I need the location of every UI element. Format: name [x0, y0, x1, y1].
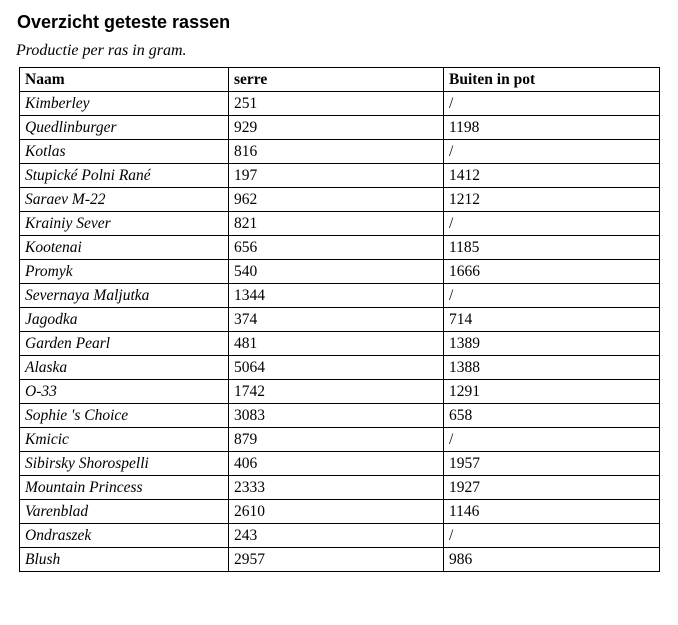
cell-buiten-in-pot: 1198 — [444, 116, 660, 140]
cell-buiten-in-pot: / — [444, 212, 660, 236]
cell-serre: 406 — [229, 452, 444, 476]
cell-naam: Sibirsky Shorospelli — [20, 452, 229, 476]
cell-buiten-in-pot: 1412 — [444, 164, 660, 188]
table-row — [20, 284, 660, 308]
cell-naam: Stupické Polni Rané — [20, 164, 229, 188]
cell-buiten-in-pot: 714 — [444, 308, 660, 332]
cell-naam: Kotlas — [20, 140, 229, 164]
cell-serre: 656 — [229, 236, 444, 260]
cell-serre: 5064 — [229, 356, 444, 380]
table-row — [20, 524, 660, 548]
cell-buiten-in-pot: 1146 — [444, 500, 660, 524]
cell-naam: Mountain Princess — [20, 476, 229, 500]
cell-serre: 1742 — [229, 380, 444, 404]
table-body — [20, 92, 660, 572]
cell-serre: 2333 — [229, 476, 444, 500]
cell-serre: 1344 — [229, 284, 444, 308]
cell-buiten-in-pot: 658 — [444, 404, 660, 428]
table-row — [20, 92, 660, 116]
cell-naam: Ondraszek — [20, 524, 229, 548]
page-title: Overzicht geteste rassen — [17, 12, 231, 32]
cell-naam: Quedlinburger — [20, 116, 229, 140]
cell-naam: Krainiy Sever — [20, 212, 229, 236]
cell-buiten-in-pot: / — [444, 140, 660, 164]
cell-naam: Promyk — [20, 260, 229, 284]
cell-serre: 374 — [229, 308, 444, 332]
table-row — [20, 116, 660, 140]
table-row — [20, 452, 660, 476]
cell-serre: 197 — [229, 164, 444, 188]
table-row — [20, 476, 660, 500]
cell-buiten-in-pot: 1957 — [444, 452, 660, 476]
cell-serre: 821 — [229, 212, 444, 236]
cell-buiten-in-pot: 986 — [444, 548, 660, 572]
cell-naam: Kimberley — [20, 92, 229, 116]
cell-naam: Severnaya Maljutka — [20, 284, 229, 308]
cell-naam: Kootenai — [20, 236, 229, 260]
cell-buiten-in-pot: 1666 — [444, 260, 660, 284]
cell-buiten-in-pot: / — [444, 92, 660, 116]
cell-serre: 540 — [229, 260, 444, 284]
cell-buiten-in-pot: 1212 — [444, 188, 660, 212]
page-subtitle: Productie per ras in gram. — [16, 42, 187, 59]
cell-buiten-in-pot: / — [444, 428, 660, 452]
cell-serre: 879 — [229, 428, 444, 452]
table-row — [20, 212, 660, 236]
cell-buiten-in-pot: 1388 — [444, 356, 660, 380]
cell-buiten-in-pot: 1927 — [444, 476, 660, 500]
table-header-row — [20, 68, 660, 92]
table-row — [20, 236, 660, 260]
cell-serre: 251 — [229, 92, 444, 116]
cell-serre: 481 — [229, 332, 444, 356]
cell-naam: Saraev M-22 — [20, 188, 229, 212]
cell-naam: Sophie 's Choice — [20, 404, 229, 428]
cell-naam: Varenblad — [20, 500, 229, 524]
table-row — [20, 500, 660, 524]
table-row — [20, 404, 660, 428]
cell-naam: O-33 — [20, 380, 229, 404]
table-row — [20, 332, 660, 356]
column-header-serre: serre — [229, 68, 444, 92]
cell-buiten-in-pot: 1185 — [444, 236, 660, 260]
cell-buiten-in-pot: / — [444, 284, 660, 308]
cell-serre: 929 — [229, 116, 444, 140]
cell-naam: Kmicic — [20, 428, 229, 452]
table-row — [20, 308, 660, 332]
table-row — [20, 188, 660, 212]
cell-naam: Alaska — [20, 356, 229, 380]
cell-naam: Jagodka — [20, 308, 229, 332]
table-row — [20, 164, 660, 188]
cell-buiten-in-pot: 1389 — [444, 332, 660, 356]
cell-serre: 2957 — [229, 548, 444, 572]
cell-serre: 2610 — [229, 500, 444, 524]
table-row — [20, 380, 660, 404]
table-row — [20, 428, 660, 452]
cell-serre: 3083 — [229, 404, 444, 428]
column-header-naam: Naam — [20, 68, 229, 92]
cell-serre: 962 — [229, 188, 444, 212]
cell-buiten-in-pot: / — [444, 524, 660, 548]
column-header-buiten-in-pot: Buiten in pot — [444, 68, 660, 92]
table-row — [20, 356, 660, 380]
table-row — [20, 548, 660, 572]
table-header — [20, 68, 660, 92]
varieties-table — [19, 67, 660, 572]
cell-serre: 243 — [229, 524, 444, 548]
table-row — [20, 260, 660, 284]
cell-naam: Blush — [20, 548, 229, 572]
cell-buiten-in-pot: 1291 — [444, 380, 660, 404]
cell-naam: Garden Pearl — [20, 332, 229, 356]
table-row — [20, 140, 660, 164]
cell-serre: 816 — [229, 140, 444, 164]
